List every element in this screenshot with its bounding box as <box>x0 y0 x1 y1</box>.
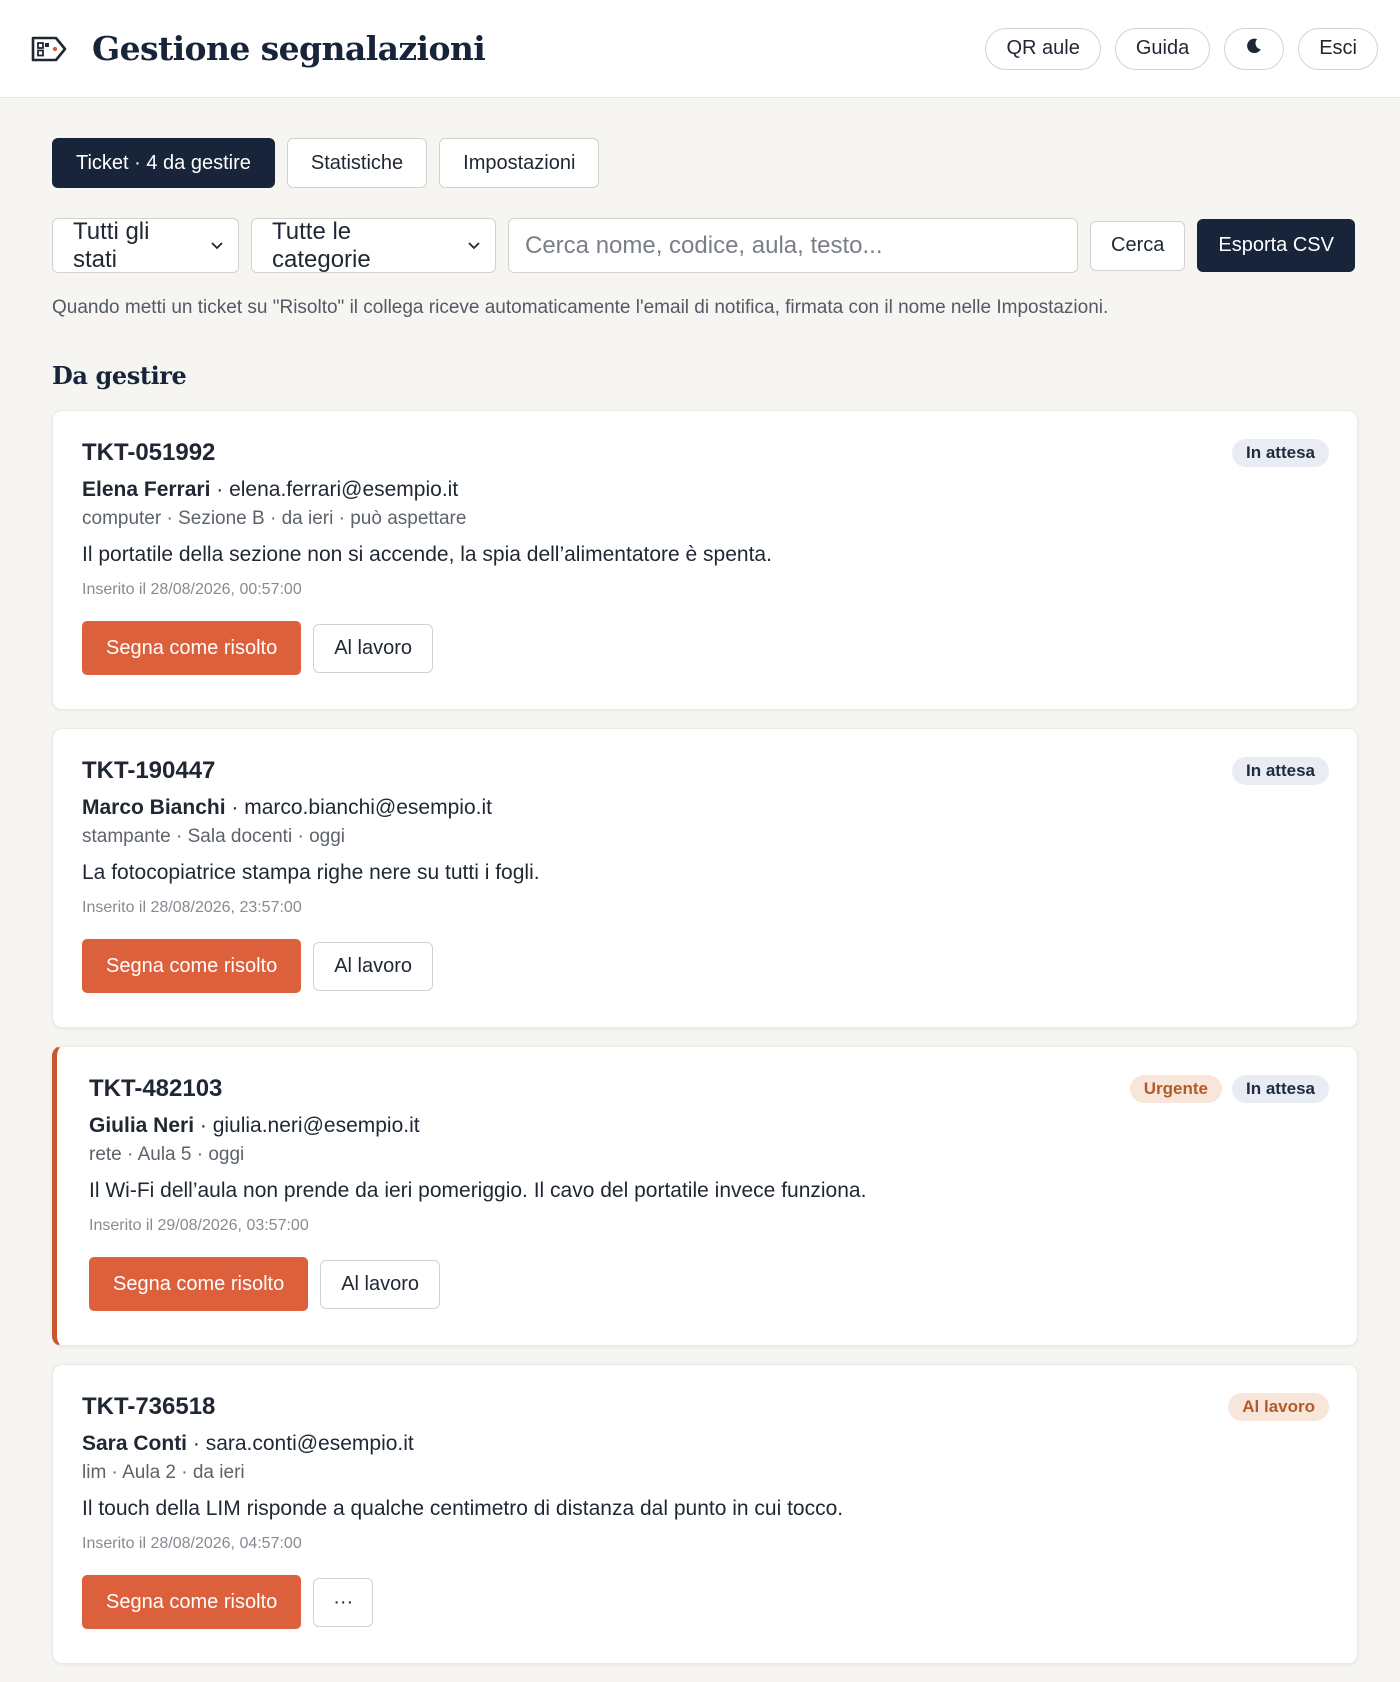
status-filter-select[interactable] <box>52 218 239 273</box>
ticket-description: La fotocopiatrice stampa righe nere su tutti i fogli. <box>82 861 540 884</box>
status-badge: In attesa <box>1232 439 1329 467</box>
ticket-timestamp: Inserito il 28/08/2026, 04:57:00 <box>82 1535 302 1552</box>
moon-icon <box>1245 37 1263 61</box>
tab-settings[interactable]: Impostazioni <box>439 138 599 188</box>
requester-email: · marco.bianchi@esempio.it <box>225 796 492 819</box>
status-badge: Al lavoro <box>1228 1393 1329 1421</box>
ticket-code: TKT-051992 <box>82 439 216 466</box>
set-working-button[interactable]: Al lavoro <box>313 624 433 673</box>
requester-name: Marco Bianchi <box>82 796 226 819</box>
ticket-meta: lim · Aula 2 · da ieri <box>82 1462 245 1483</box>
requester-name: Giulia Neri <box>89 1114 195 1137</box>
requester-name: Elena Ferrari <box>82 478 211 501</box>
mark-resolved-button[interactable]: Segna come risolto <box>89 1257 308 1311</box>
page-title: Gestione segnalazioni <box>92 29 486 68</box>
ticket-requester <box>82 477 1329 503</box>
main-content <box>0 98 1400 1664</box>
more-actions-button[interactable]: ··· <box>313 1578 373 1627</box>
requester-name: Sara Conti <box>82 1432 188 1455</box>
ticket-description: Il Wi-Fi dell’aula non prende da ieri pomeriggio. Il cavo del portatile invece funziona. <box>89 1179 867 1202</box>
set-working-button[interactable]: Al lavoro <box>313 942 433 991</box>
ticket-tag-icon <box>30 33 70 65</box>
ticket-requester <box>82 795 1329 821</box>
requester-email: · giulia.neri@esempio.it <box>194 1114 420 1137</box>
ticket-actions <box>82 939 1329 993</box>
ticket-badges <box>1232 439 1329 467</box>
qr-rooms-button[interactable]: QR aule <box>985 28 1100 70</box>
ticket-requester <box>82 1431 1329 1457</box>
ticket-card-urgent <box>52 1046 1358 1346</box>
mark-resolved-button[interactable]: Segna come risolto <box>82 939 301 993</box>
ticket-timestamp: Inserito il 28/08/2026, 00:57:00 <box>82 581 302 598</box>
status-filter-value: Tutti gli stati <box>73 217 150 273</box>
category-filter-select[interactable] <box>251 218 496 273</box>
mark-resolved-button[interactable]: Segna come risolto <box>82 621 301 675</box>
set-working-button[interactable]: Al lavoro <box>320 1260 440 1309</box>
ticket-card <box>52 728 1358 1028</box>
ticket-badges <box>1232 757 1329 785</box>
guide-button[interactable]: Guida <box>1115 28 1210 70</box>
ticket-card <box>52 1364 1358 1664</box>
requester-email: · elena.ferrari@esempio.it <box>210 478 459 501</box>
search-input[interactable] <box>508 218 1078 273</box>
ticket-badges <box>1130 1075 1329 1103</box>
ticket-card <box>52 410 1358 710</box>
ticket-description: Il portatile della sezione non si accende, la spia dell’alimentatore è spenta. <box>82 543 772 566</box>
ticket-actions <box>82 621 1329 675</box>
info-note: Quando metti un ticket su "Risolto" il collega riceve automaticamente l'email di notifica, firmata con il nome nelle Impostazioni. <box>52 297 1109 318</box>
status-badge: In attesa <box>1232 1075 1329 1103</box>
chevron-down-icon <box>455 241 481 250</box>
chevron-down-icon <box>198 241 224 250</box>
tab-bar <box>52 138 1358 188</box>
ticket-code: TKT-482103 <box>89 1075 223 1102</box>
header-actions <box>985 28 1378 70</box>
ticket-actions <box>82 1575 1329 1629</box>
ticket-description: Il touch della LIM risponde a qualche centimetro di distanza dal punto in cui tocco. <box>82 1497 844 1520</box>
requester-email: · sara.conti@esempio.it <box>187 1432 414 1455</box>
section-title: Da gestire <box>52 361 187 390</box>
mark-resolved-button[interactable]: Segna come risolto <box>82 1575 301 1629</box>
ticket-actions <box>89 1257 1329 1311</box>
theme-toggle-button[interactable] <box>1224 28 1284 70</box>
tab-tickets[interactable]: Ticket · 4 da gestire <box>52 138 275 188</box>
status-badge: In attesa <box>1232 757 1329 785</box>
top-bar <box>0 0 1400 98</box>
ticket-code: TKT-190447 <box>82 757 216 784</box>
tab-statistics[interactable]: Statistiche <box>287 138 427 188</box>
ticket-timestamp: Inserito il 28/08/2026, 23:57:00 <box>82 899 302 916</box>
ticket-meta: stampante · Sala docenti · oggi <box>82 826 345 847</box>
search-button[interactable]: Cerca <box>1090 221 1185 271</box>
logout-button[interactable]: Esci <box>1298 28 1378 70</box>
ticket-timestamp: Inserito il 29/08/2026, 03:57:00 <box>89 1217 309 1234</box>
ticket-badges <box>1228 1393 1329 1421</box>
ticket-requester <box>89 1113 1329 1139</box>
category-filter-value: Tutte le categorie <box>272 217 371 273</box>
ticket-code: TKT-736518 <box>82 1393 216 1420</box>
export-csv-button[interactable]: Esporta CSV <box>1197 219 1355 272</box>
urgent-badge: Urgente <box>1130 1075 1222 1103</box>
ticket-meta: computer · Sezione B · da ieri · può aspettare <box>82 508 467 529</box>
filter-bar <box>52 218 1358 273</box>
ticket-meta: rete · Aula 5 · oggi <box>89 1144 245 1165</box>
